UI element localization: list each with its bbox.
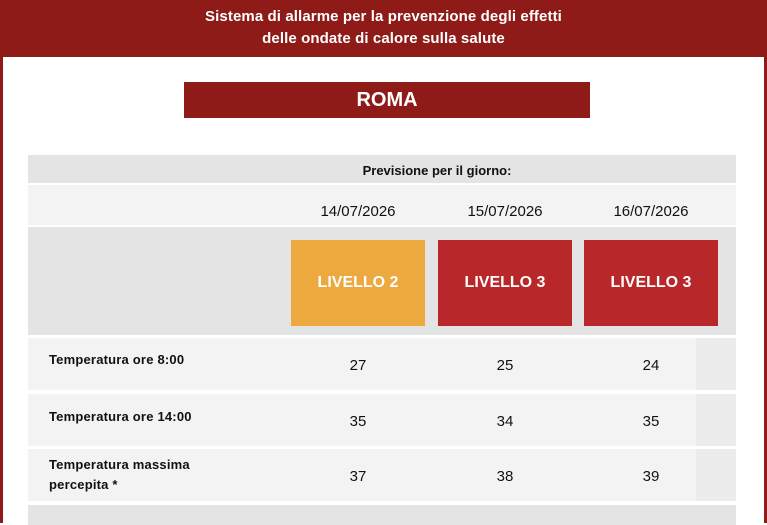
date-day-3: 16/07/2026 [613, 203, 689, 220]
date-day-1: 14/07/2026 [320, 203, 396, 220]
temp-8-day-1: 27 [349, 357, 367, 374]
table-footer-band [28, 505, 736, 525]
temp-8-day-3: 24 [642, 357, 660, 374]
forecast-label: Previsione per il giorno: [362, 163, 512, 178]
tmax-day-3: 39 [642, 468, 660, 485]
left-border [0, 57, 3, 523]
row-label-temp-8: Temperatura ore 8:00 [49, 352, 185, 367]
temp-14-day-2: 34 [496, 413, 514, 430]
tmax-day-1: 37 [349, 468, 367, 485]
city-banner: ROMA [184, 82, 590, 118]
temp-14-day-3: 35 [642, 413, 660, 430]
level-badge-day-2: LIVELLO 3 [438, 240, 572, 326]
temp-8-day-2: 25 [496, 357, 514, 374]
page-header [0, 0, 767, 57]
temp-14-day-1: 35 [349, 413, 367, 430]
forecast-header-row [28, 155, 736, 183]
tmax-day-2: 38 [496, 468, 514, 485]
header-title-line2: delle ondate di calore sulla salute [262, 30, 505, 47]
level-badge-day-3: LIVELLO 3 [584, 240, 718, 326]
row-label-temp-14: Temperatura ore 14:00 [49, 409, 192, 424]
date-day-2: 15/07/2026 [467, 203, 543, 220]
row-label-tmax-line2: percepita * [49, 477, 118, 492]
level-badge-day-1: LIVELLO 2 [291, 240, 425, 326]
row-label-tmax [49, 455, 190, 495]
row-label-tmax-line1: Temperatura massima [49, 457, 190, 472]
header-title-line1: Sistema di allarme per la prevenzione degli effetti [205, 8, 562, 25]
